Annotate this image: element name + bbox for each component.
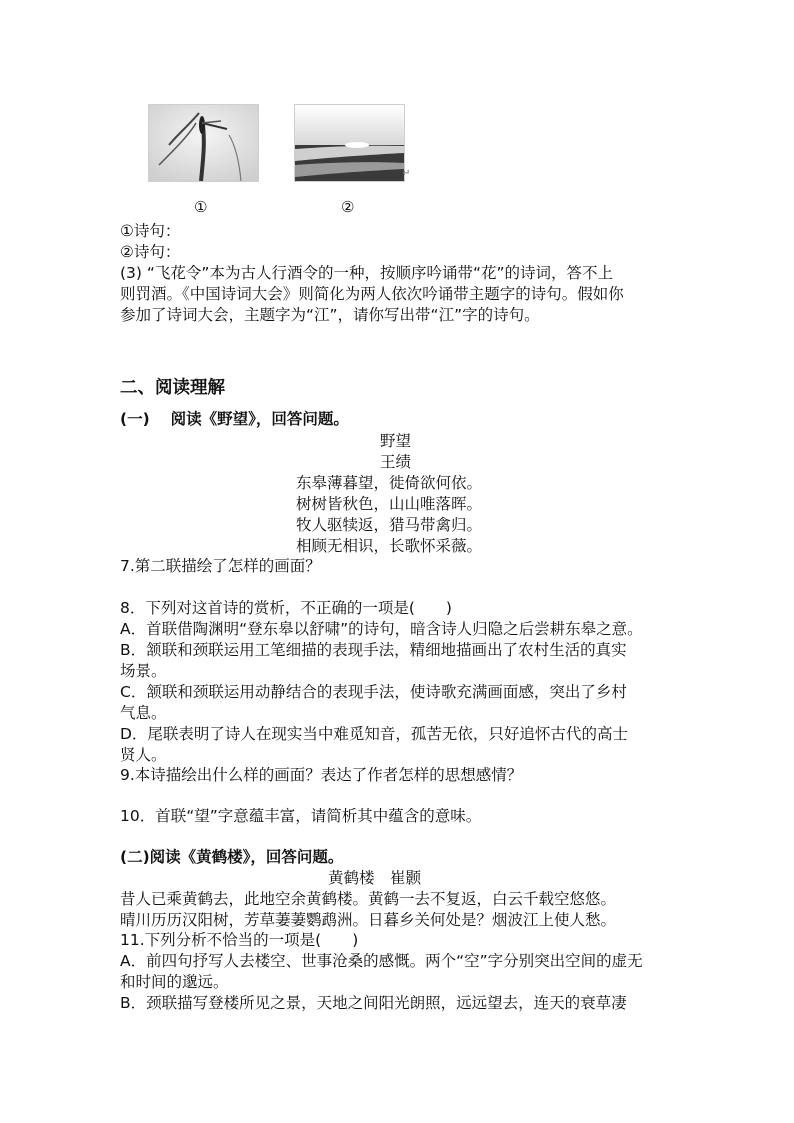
q8-option-line: A．首联借陶渊明“登东皋以舒啸”的诗句，暗含诗人归隐之后尝耕东皋之意。 [120,620,643,638]
poem1-line: 相顾无相识，长歌怀采薇。 [296,537,483,555]
image1-caption: ① [194,198,208,216]
q3-line1: (3) “飞花令”本为古人行酒令的一种，按顺序吟诵带“花”的诗词，答不上 [120,264,614,282]
poem1-line: 树树皆秋色，山山唯落晖。 [296,495,483,513]
q3-line2: 则罚酒。《中国诗词大会》则简化为两人依次吟诵带主题字的诗句。假如你 [120,285,624,303]
q8-option-line: 场景。 [120,662,167,680]
image2-caption: ② [341,198,355,216]
poem1-line: 东皋薄暮望，徙倚欲何依。 [296,474,483,492]
dragonfly-photo [148,104,259,182]
q9: 9.本诗描绘出什么样的画面？表达了作者怎样的思想感情？ [120,766,523,784]
part2-heading: (二)阅读《黄鹤楼》，回答问题。 [120,848,344,866]
line-break-mark: ↵ [402,168,411,179]
q8-option-line: 贤人。 [120,746,167,764]
part1-heading: (一) 阅读《野望》，回答问题。 [120,410,349,428]
q11-option-line: B．颈联描写登楼所见之景，天地之间阳光朗照，远远望去，连天的衰草凄 [120,994,627,1012]
q-image2-line: ②诗句： [120,243,181,261]
q11-option-line: 和时间的邈远。 [120,973,229,991]
poem1-title: 野望 [380,432,412,450]
q10: 10．首联“望”字意蕴丰富，请简析其中蕴含的意味。 [120,807,482,825]
poem2-title: 黄鹤楼 崔颢 [328,869,422,887]
poem2-line: 晴川历历汉阳树，芳草萋萋鹦鹉洲。日暮乡关何处是？烟波江上使人愁。 [120,911,617,929]
q3-line3: 参加了诗词大会，主题字为“江”，请你写出带“江”字的诗句。 [120,306,540,324]
dragonfly-illustration [149,105,258,181]
q11-option-line: A．前四句抒写人去楼空、世事沧桑的感慨。两个“空”字分别突出空间的虚无 [120,952,643,970]
q8-option-line: 气息。 [120,704,167,722]
q8-option-line: B．颔联和颈联运用工笔细描的表现手法，精细地描画出了农村生活的真实 [120,641,627,659]
q8-option-line: C．颔联和颈联运用动静结合的表现手法，使诗歌充满画面感，突出了乡村 [120,683,627,701]
q8: 8．下列对这首诗的赏析，不正确的一项是( ) [120,599,452,617]
river-sunset-photo [294,104,405,182]
poem1-author: 王绩 [380,453,412,471]
poem1-line: 牧人驱犊返，猎马带禽归。 [296,516,483,534]
q11: 11.下列分析不恰当的一项是( ) [120,931,359,949]
poem2-line: 昔人已乘黄鹤去，此地空余黄鹤楼。黄鹤一去不复返，白云千载空悠悠。 [120,890,617,908]
river-illustration [295,105,404,181]
q8-option-line: D．尾联表明了诗人在现实当中难觅知音，孤苦无依，只好追怀古代的高士 [120,725,628,743]
section2-title: 二、阅读理解 [120,378,225,398]
q7: 7.第二联描绘了怎样的画面？ [120,557,321,575]
q-image1-line: ①诗句： [120,222,181,240]
